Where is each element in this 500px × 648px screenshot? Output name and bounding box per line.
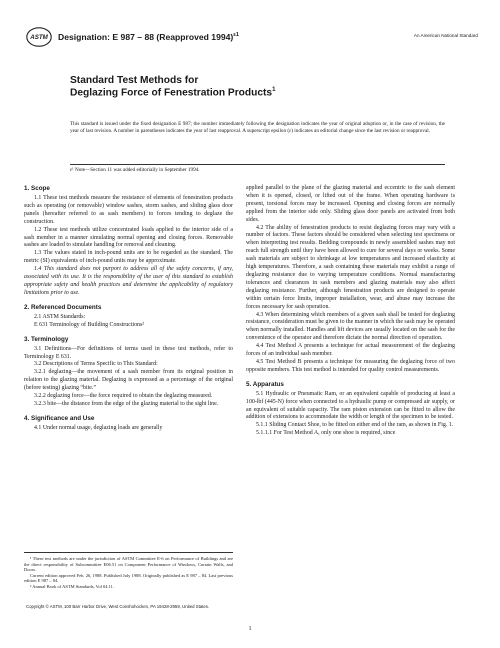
footnote: ¹ These test methods are under the jurisdiction of ASTM Committee E-6 on Performance of Buildings and are the direct responsibility of Subcommittee E06.51 on Component Performance of Windows, Curtain Walls, and Doors. bbox=[24, 556, 233, 573]
footnote: ² Annual Book of ASTM Standards, Vol 04.11. bbox=[30, 583, 115, 589]
standard-type: An American National Standard bbox=[413, 33, 478, 38]
svg-text:ASTM: ASTM bbox=[30, 34, 48, 42]
paragraph: 3.2.2 deglazing force—the force required to obtain the deglazing measured. bbox=[34, 393, 213, 400]
title-line-1: Standard Test Methods for bbox=[70, 75, 199, 86]
paragraph: 4.4 Test Method A presents a technique for actual measurement of the deglazing forces of an individual sash member. bbox=[246, 343, 455, 358]
paragraph: 1.1 These test methods measure the resistance of elements of fenestration products such as operating (or removable) window sashes, storm sashes, and sliding glass door panels (hereafter referred to as sash members) to forces tending to deglaze the construction. bbox=[24, 195, 233, 225]
paragraph: 2.1 ASTM Standards: bbox=[34, 313, 86, 320]
section-heading: 4. Significance and Use bbox=[24, 414, 95, 422]
issuance-statement: This standard is issued under the fixed designation E 987; the number immediately following the designation indicates the year of original adoption or, in the case of revision, the year of last revision. A number in parentheses indicates the year of last reapproval. A superscript epsilon (ε) indicates an editorial change since the last revision or reapproval. bbox=[70, 121, 445, 135]
paragraph: 3.2.3 bite—the distance from the edge of the glazing material to the sight line. bbox=[34, 400, 219, 407]
paragraph: 4.2 The ability of fenestration products to resist deglazing forces may vary with a number of factors. These factors should be considered when selecting test specimens or when interpreting test results. Bedding compounds in newly assembled sashes may not reach full strength until they have been allowed to cure for several days or weeks. Some sash materials are subject to shrinkage at low temperatures and increased elasticity at high temperatures. Therefore, a sash containing these materials may exhibit a range of deglazing resistance due to varying temperature conditions. Normal manufacturing tolerances and clearances in sash members and glazing materials may also affect deglazing resistance. Further, although fenestration products are designed to operate within certain force limits, improper installation, wear, and abuse may increase the forces necessary for sash operation. bbox=[246, 224, 455, 310]
right-column bbox=[246, 185, 455, 438]
page-number: 1 bbox=[248, 625, 252, 632]
paragraph: 1.2 These test methods utilize concentrated loads applied to the interior side of a sash member in a manner simulating normal opening and closing forces. Removable sashes are loaded to simulate handling for removal and cleaning. bbox=[24, 226, 233, 249]
footnotes bbox=[24, 552, 233, 590]
section-heading: 2. Referenced Documents bbox=[24, 303, 102, 311]
paragraph: 3.2.1 deglazing—the movement of a sash member from its original position in relation to the glazing material. Deglazing is expressed as a percentage of the original (before testing) glazing “bite.” bbox=[24, 369, 233, 392]
section-heading: 1. Scope bbox=[24, 185, 50, 192]
paragraph: 1.4 This standard does not purport to address all of the safety concerns, if any, associated with its use. It is the responsibility of the user of this standard to establish appropriate safety and health practices and determine the applicability of regulatory limitations prior to use. bbox=[24, 266, 233, 296]
paragraph: 3.1 Definitions—For definitions of terms used in these test methods, refer to Terminology E 631. bbox=[24, 345, 233, 360]
paragraph: applied parallel to the plane of the glazing material and eccentric to the sash element when it is opened, closed, or lifted out of the frame. When operating hardware is present, torsional forces may be increased. Opening and closing forces are normally applied from the interior side only. Sliding glass door panels are activated from both sides. bbox=[246, 185, 455, 223]
header bbox=[26, 27, 478, 49]
section-heading: 3. Terminology bbox=[24, 335, 69, 343]
copyright-notice: Copyright © ASTM, 100 Barr Harbor Drive, West Conshohocken, PA 19428-2959, United States. bbox=[26, 604, 210, 609]
astm-logo-icon bbox=[26, 27, 52, 47]
reference-entry: E 631 Terminology of Building Constructions² bbox=[34, 321, 145, 328]
paragraph: 4.1 Under normal usage, deglazing loads are generally bbox=[34, 424, 163, 431]
paragraph: 3.2 Descriptions of Terms Specific to This Standard: bbox=[34, 361, 158, 368]
section-heading: 5. Apparatus bbox=[246, 380, 284, 388]
title-line-2: Deglazing Force of Fenestration Products$^1$ bbox=[70, 87, 276, 99]
paragraph: 1.3 The values stated in inch-pound units are to be regarded as the standard. The metric (SI) equivalents of inch-pound units may be approximate. bbox=[24, 250, 233, 265]
paragraph: 5.1.1 Sliding Contact Shoe, to be fitted on either end of the ram, as shown in Fig. 1. bbox=[256, 422, 454, 429]
left-column bbox=[24, 185, 233, 433]
paragraph: 5.1.1.1 For Test Method A, only one shoe is required, since bbox=[256, 430, 396, 437]
designation: Designation: E 987 – 88 (Reapproved 1994)$^{\varepsilon 1}$ bbox=[58, 32, 239, 42]
paragraph: 4.5 Test Method B presents a technique for measuring the deglazing force of two opposite members. This test method is intended for quality control measurements. bbox=[246, 358, 455, 373]
paragraph: 5.1 Hydraulic or Pneumatic Ram, or an equivalent capable of producing at least a 100-lbf (445-N) force when connected to a hydraulic pump or compressed air supply, or an equivalent of suitable capacity. The ram piston extension can be fitted to allow the addition of extensions to accommodate the width or length of the specimen to be tested. bbox=[246, 390, 455, 421]
footnote: Current edition approved Feb. 26, 1988. Published July 1988. Originally published as E 987 – 84. Last previous edition E 987 – 84. bbox=[24, 572, 233, 584]
editorial-note: ε¹ Note—Section 11 was added editorially in September 1994. bbox=[70, 164, 445, 174]
paragraph: 4.3 When determining which members of a given sash shall be tested for deglazing resistance, consideration must be given to the manner in which the sash may be operated when normally installed. Handles and lift devices are usually located on the sash for the convenience of the operator and therefore dictate the normal direction of operation. bbox=[246, 311, 455, 342]
